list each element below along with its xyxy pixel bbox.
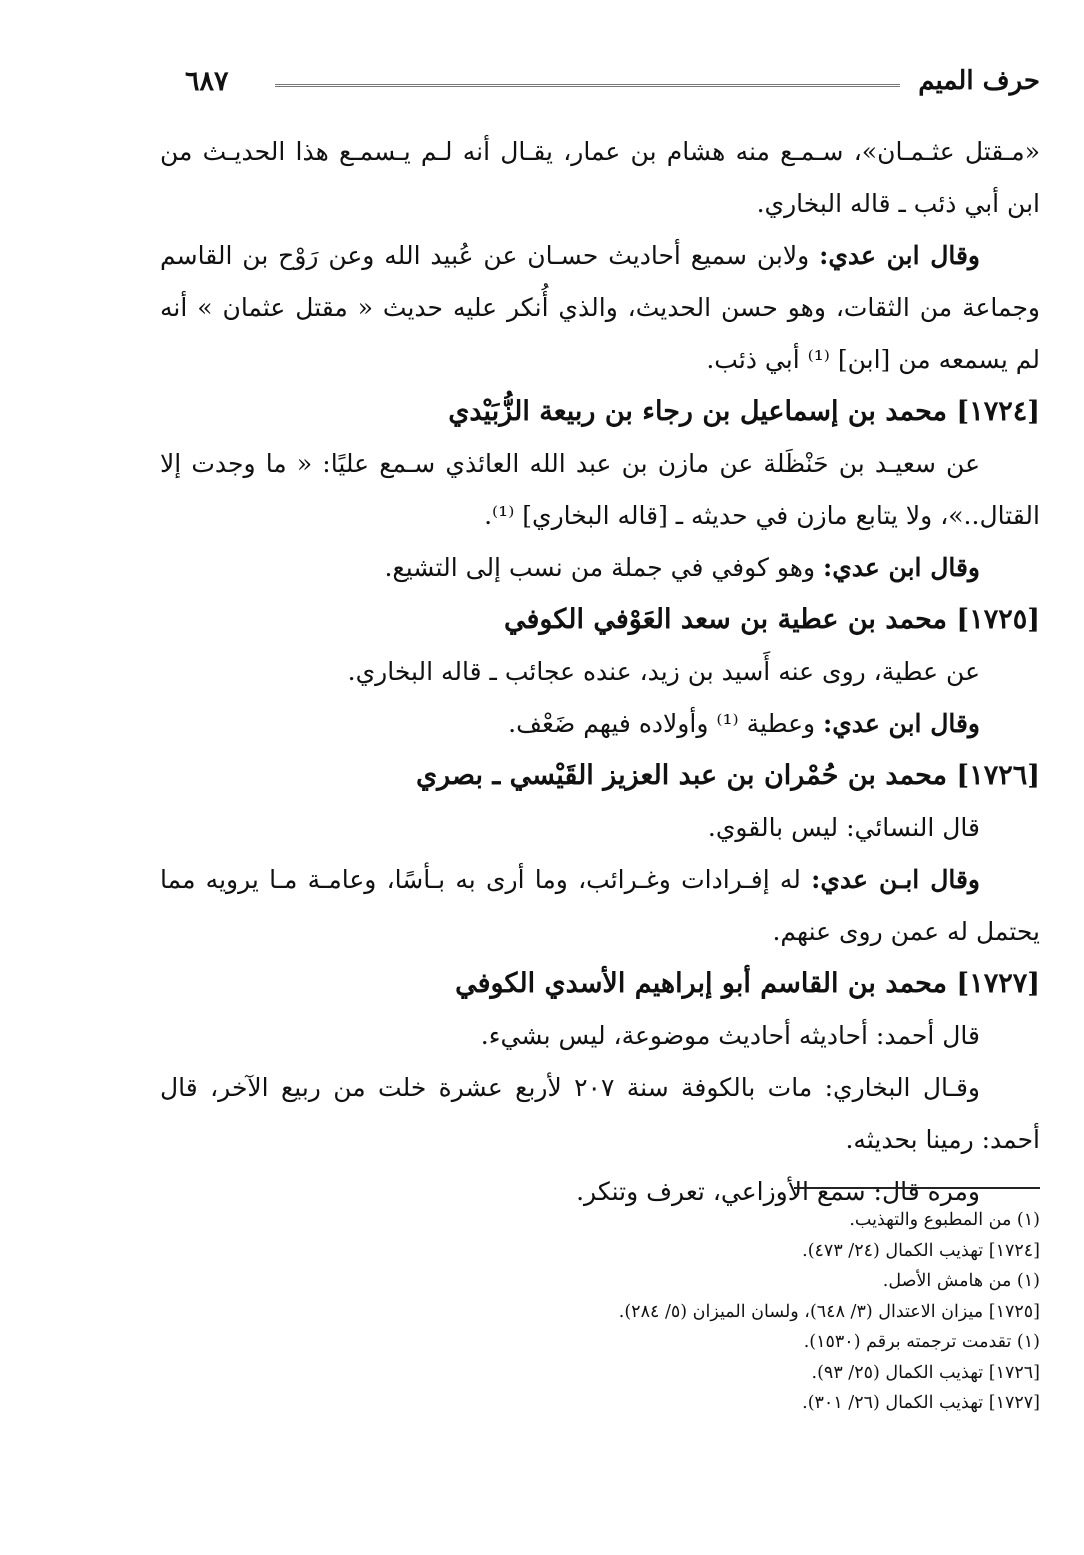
text-line [160, 1010, 1040, 1062]
line-text: [١٧٢٥] محمد بن عطية بن سعد العَوْفي الكوفي [504, 604, 1040, 635]
text-line [160, 178, 1040, 230]
speaker-label: وقال ابن عدي: [819, 241, 980, 270]
line-text: وقـال البخاري: مات بالكوفة سنة ٢٠٧ لأربع عشرة خلت من ربيع الآخر، قال [160, 1073, 980, 1102]
line-text: يحتمل له عمن روى عنهم. [772, 917, 1040, 946]
line-text: لم يسمعه من [ابن] ⁽¹⁾ أبي ذئب. [706, 345, 1040, 374]
line-text: قال أحمد: أحاديثه أحاديث موضوعة، ليس بشيء. [480, 1021, 980, 1050]
line-text: عن سعيـد بن حَنْظَلة عن مازن بن عبد الله العائذي سـمع عليًا: « ما وجدت إلا [160, 449, 980, 478]
line-text: وعطية ⁽¹⁾ وأولاده فيهم ضَعْف. [508, 709, 824, 738]
text-line [160, 906, 1040, 958]
text-line [160, 646, 1040, 698]
entry-heading [160, 386, 1040, 438]
line-text: ولابن سميع أحاديث حسـان عن عُبيد الله وعن رَوْح بن القاسم [160, 241, 820, 270]
line-text: [١٧٢٧] محمد بن القاسم أبو إبراهيم الأسدي الكوفي [455, 968, 1040, 999]
line-text: [١٧٢٤] محمد بن إسماعيل بن رجاء بن ربيعة الزُّبَيْدي [448, 396, 1040, 427]
line-text: أحمد: رمينا بحديثه. [845, 1125, 1040, 1154]
footnote: [١٧٢٦] تهذيب الكمال (٢٥/ ٩٣). [811, 1362, 1040, 1383]
line-text: له إفـرادات وغـرائب، وما أرى به بـأسًا، وعامـة مـا يرويه مما [160, 865, 812, 894]
entry-heading [160, 750, 1040, 802]
line-text: قال النسائي: ليس بالقوي. [707, 813, 980, 842]
text-line [160, 126, 1040, 178]
line-text: ومرة قال: سمع الأوزاعي، تعرف وتنكر. [576, 1177, 980, 1206]
line-text: عن عطية، روى عنه أَسيد بن زيد، عنده عجائب ـ قاله البخاري. [347, 657, 980, 686]
line-text: «مـقتل عثـمـان»، سـمـع منه هشام بن عمار، يقـال أنه لـم يـسمـع هذا الحديـث من [160, 137, 1040, 166]
text-line [160, 490, 1040, 542]
footnote: (١) من هامش الأصل. [882, 1271, 1040, 1291]
text-line [160, 1114, 1040, 1166]
footnote: [١٧٢٥] ميزان الاعتدال (٣/ ٦٤٨)، ولسان الميزان (٥/ ٢٨٤). [618, 1301, 1040, 1322]
line-text: وجماعة من الثقات، وهو حسن الحديث، والذي أُنكر عليه حديث « مقتل عثمان » أنه [160, 293, 1040, 322]
footnote-separator [794, 1187, 1040, 1189]
text-line [160, 282, 1040, 334]
footnote: (١) تقدمت ترجمته برقم (١٥٣٠). [803, 1332, 1040, 1352]
entry-heading [160, 958, 1040, 1010]
speaker-label: وقال ابـن عدي: [811, 865, 981, 894]
footnote: [١٧٢٤] تهذيب الكمال (٢٤/ ٤٧٣). [802, 1240, 1040, 1261]
line-text: ابن أبي ذئب ـ قاله البخاري. [756, 189, 1040, 218]
footnote: [١٧٢٧] تهذيب الكمال (٢٦/ ٣٠١). [802, 1393, 1040, 1413]
speaker-label: وقال ابن عدي: [823, 709, 980, 738]
line-text: [١٧٢٦] محمد بن حُمْران بن عبد العزيز القَيْسي ـ بصري [416, 760, 1040, 791]
chapter-title: حرف الميم [918, 66, 1040, 96]
footnotes [160, 1205, 1040, 1419]
line-text: القتال..»، ولا يتابع مازن في حديثه ـ [قاله البخاري] ⁽¹⁾. [484, 501, 1040, 530]
entry-heading [160, 594, 1040, 646]
text-line [160, 698, 1040, 750]
page-number: ٦٨٧ [185, 66, 229, 97]
speaker-label: وقال ابن عدي: [823, 553, 980, 582]
text-line [160, 542, 1040, 594]
main-text [160, 126, 1040, 1218]
header-rule [275, 84, 900, 87]
text-line [160, 438, 1040, 490]
footnote: (١) من المطبوع والتهذيب. [849, 1210, 1040, 1230]
running-header [185, 62, 1040, 102]
text-line [160, 854, 1040, 906]
line-text: وهو كوفي في جملة من نسب إلى التشيع. [384, 553, 824, 582]
text-line [160, 1062, 1040, 1114]
text-line [160, 230, 1040, 282]
text-line [160, 802, 1040, 854]
text-line [160, 334, 1040, 386]
